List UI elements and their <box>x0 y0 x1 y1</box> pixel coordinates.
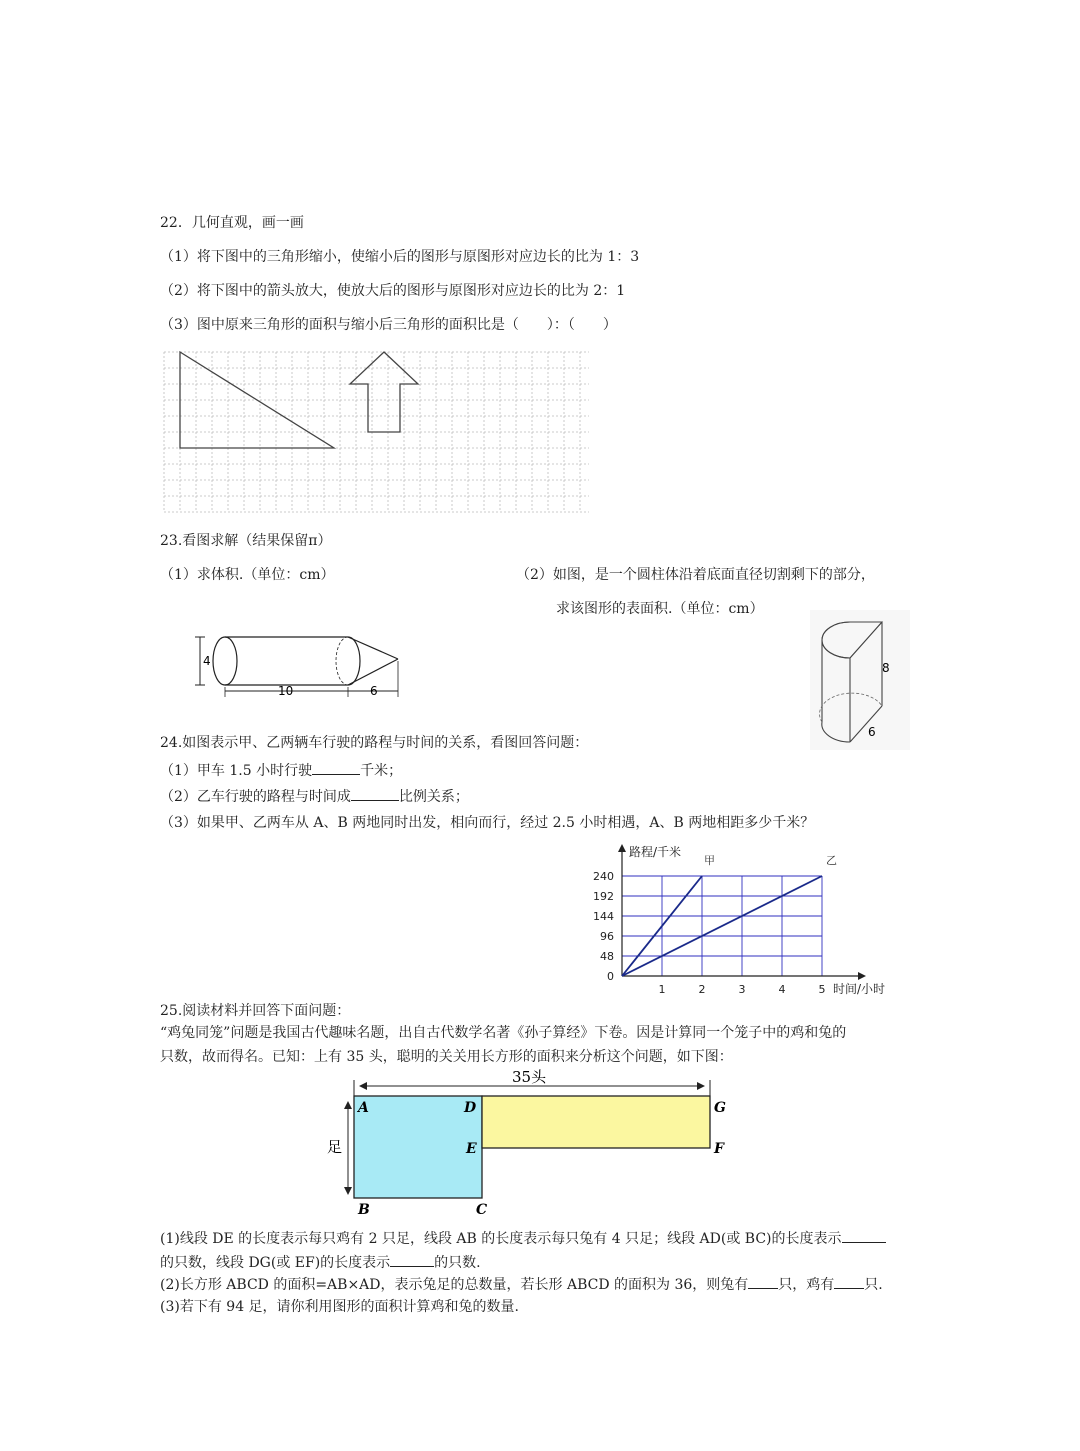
x-tick-label: 2 <box>698 983 706 996</box>
q22-item-3: （3）图中原来三角形的面积与缩小后三角形的面积比是（ ）：（ ） <box>160 317 617 333</box>
top-label: 35头 <box>512 1068 547 1086</box>
cone-label: 6 <box>370 684 378 698</box>
q24-item-3: （3）如果甲、乙两车从 A、B 两地同时出发，相向而行，经过 2.5 小时相遇，A、B 两地相距多少千米？ <box>160 815 815 831</box>
q25-item-3: (3)若下有 94 足，请你利用图形的面积计算鸡和兔的数量. <box>160 1299 519 1315</box>
y-tick-label: 144 <box>593 910 614 923</box>
q25-title: 25.阅读材料并回答下面问题： <box>160 1003 351 1019</box>
q23-title: 23.看图求解（结果保留π） <box>160 533 332 549</box>
y-tick-label: 240 <box>593 870 614 883</box>
y-axis-label: 路程/千米 <box>629 845 682 859</box>
answer-blank[interactable] <box>834 1274 864 1289</box>
rect-dgfe <box>482 1096 710 1148</box>
point-g: G <box>714 1100 726 1116</box>
q25-item2-mid: 只，鸡有 <box>778 1277 835 1293</box>
q25-item-1-line-1 <box>160 1228 886 1248</box>
diameter-label: 6 <box>868 725 876 739</box>
answer-blank[interactable] <box>390 1252 434 1267</box>
answer-blank[interactable] <box>748 1274 778 1289</box>
q23-part1: （1）求体积.（单位：cm） <box>160 567 335 583</box>
q25-para-line-1: “鸡兔同笼”问题是我国古代趣味名题，出自古代数学名著《孙子算经》下卷。因是计算同一个笼子中的鸡和兔的 <box>160 1025 847 1041</box>
length-label: 10 <box>278 684 294 698</box>
q25-item-2 <box>160 1274 883 1294</box>
q23-part2-line1: （2）如图，是一个圆柱体沿着底面直径切割剩下的部分， <box>516 567 875 583</box>
y-tick-label: 192 <box>593 890 614 903</box>
q25-item2-pre: (2)长方形 ABCD 的面积=AB×AD，表示兔足的总数量，若长形 ABCD 的面积为 36，则兔有 <box>160 1277 749 1293</box>
x-axis-label: 时间/小时 <box>833 982 886 996</box>
point-a: A <box>358 1100 369 1116</box>
y-tick-label: 0 <box>607 970 614 983</box>
q25-item2-post: 只. <box>864 1277 883 1293</box>
q24-item1-post: 千米； <box>360 763 403 779</box>
q24-item2-post: 比例关系； <box>398 789 469 805</box>
q24-title: 24.如图表示甲、乙两辆车行驶的路程与时间的关系，看图回答问题： <box>160 735 589 751</box>
series-name-1: 甲 <box>704 854 715 867</box>
y-tick-label: 96 <box>600 930 614 943</box>
q22-item-1: （1）将下图中的三角形缩小，使缩小后的图形与原图形对应边长的比为 1：3 <box>160 249 640 265</box>
x-tick-label: 5 <box>818 983 826 996</box>
y-tick-label: 48 <box>600 950 614 963</box>
point-c: C <box>476 1202 488 1218</box>
answer-blank[interactable] <box>842 1228 886 1243</box>
series-name-2: 乙 <box>826 854 837 867</box>
q24-item1-pre: （1）甲车 1.5 小时行驶 <box>160 763 313 779</box>
q25-para-line-2: 只数，故而得名。已知：上有 35 头，聪明的关关用长方形的面积来分析这个问题，如下图： <box>160 1049 733 1065</box>
q22-title: 22．几何直观，画一画 <box>160 215 304 231</box>
height-label: 4 <box>203 654 211 668</box>
q25-item-1-line-2 <box>160 1252 481 1272</box>
rect-abcd <box>354 1096 482 1198</box>
side-label: 足 <box>327 1138 343 1156</box>
q25-item1-pre: (1)线段 DE 的长度表示每只鸡有 2 只足，线段 AB 的长度表示每只兔有 4 只足；线段 AD(或 BC)的长度表示 <box>160 1231 842 1247</box>
point-f: F <box>714 1141 724 1157</box>
q23-part2-line2: 求该图形的表面积.（单位：cm） <box>556 601 764 617</box>
point-e: E <box>466 1141 477 1157</box>
q25-item1-mid: 的只数，线段 DG(或 EF)的长度表示 <box>160 1255 391 1271</box>
height-label: 8 <box>882 661 890 675</box>
x-tick-label: 1 <box>658 983 666 996</box>
x-tick-label: 3 <box>738 983 746 996</box>
q22-item-2: （2）将下图中的箭头放大，使放大后的图形与原图形对应边长的比为 2：1 <box>160 283 626 299</box>
q25-item1-post: 的只数. <box>434 1255 481 1271</box>
q24-item2-pre: （2）乙车行驶的路程与时间成 <box>160 789 351 805</box>
point-b: B <box>358 1202 370 1218</box>
x-tick-label: 4 <box>778 983 786 996</box>
point-d: D <box>464 1100 477 1116</box>
